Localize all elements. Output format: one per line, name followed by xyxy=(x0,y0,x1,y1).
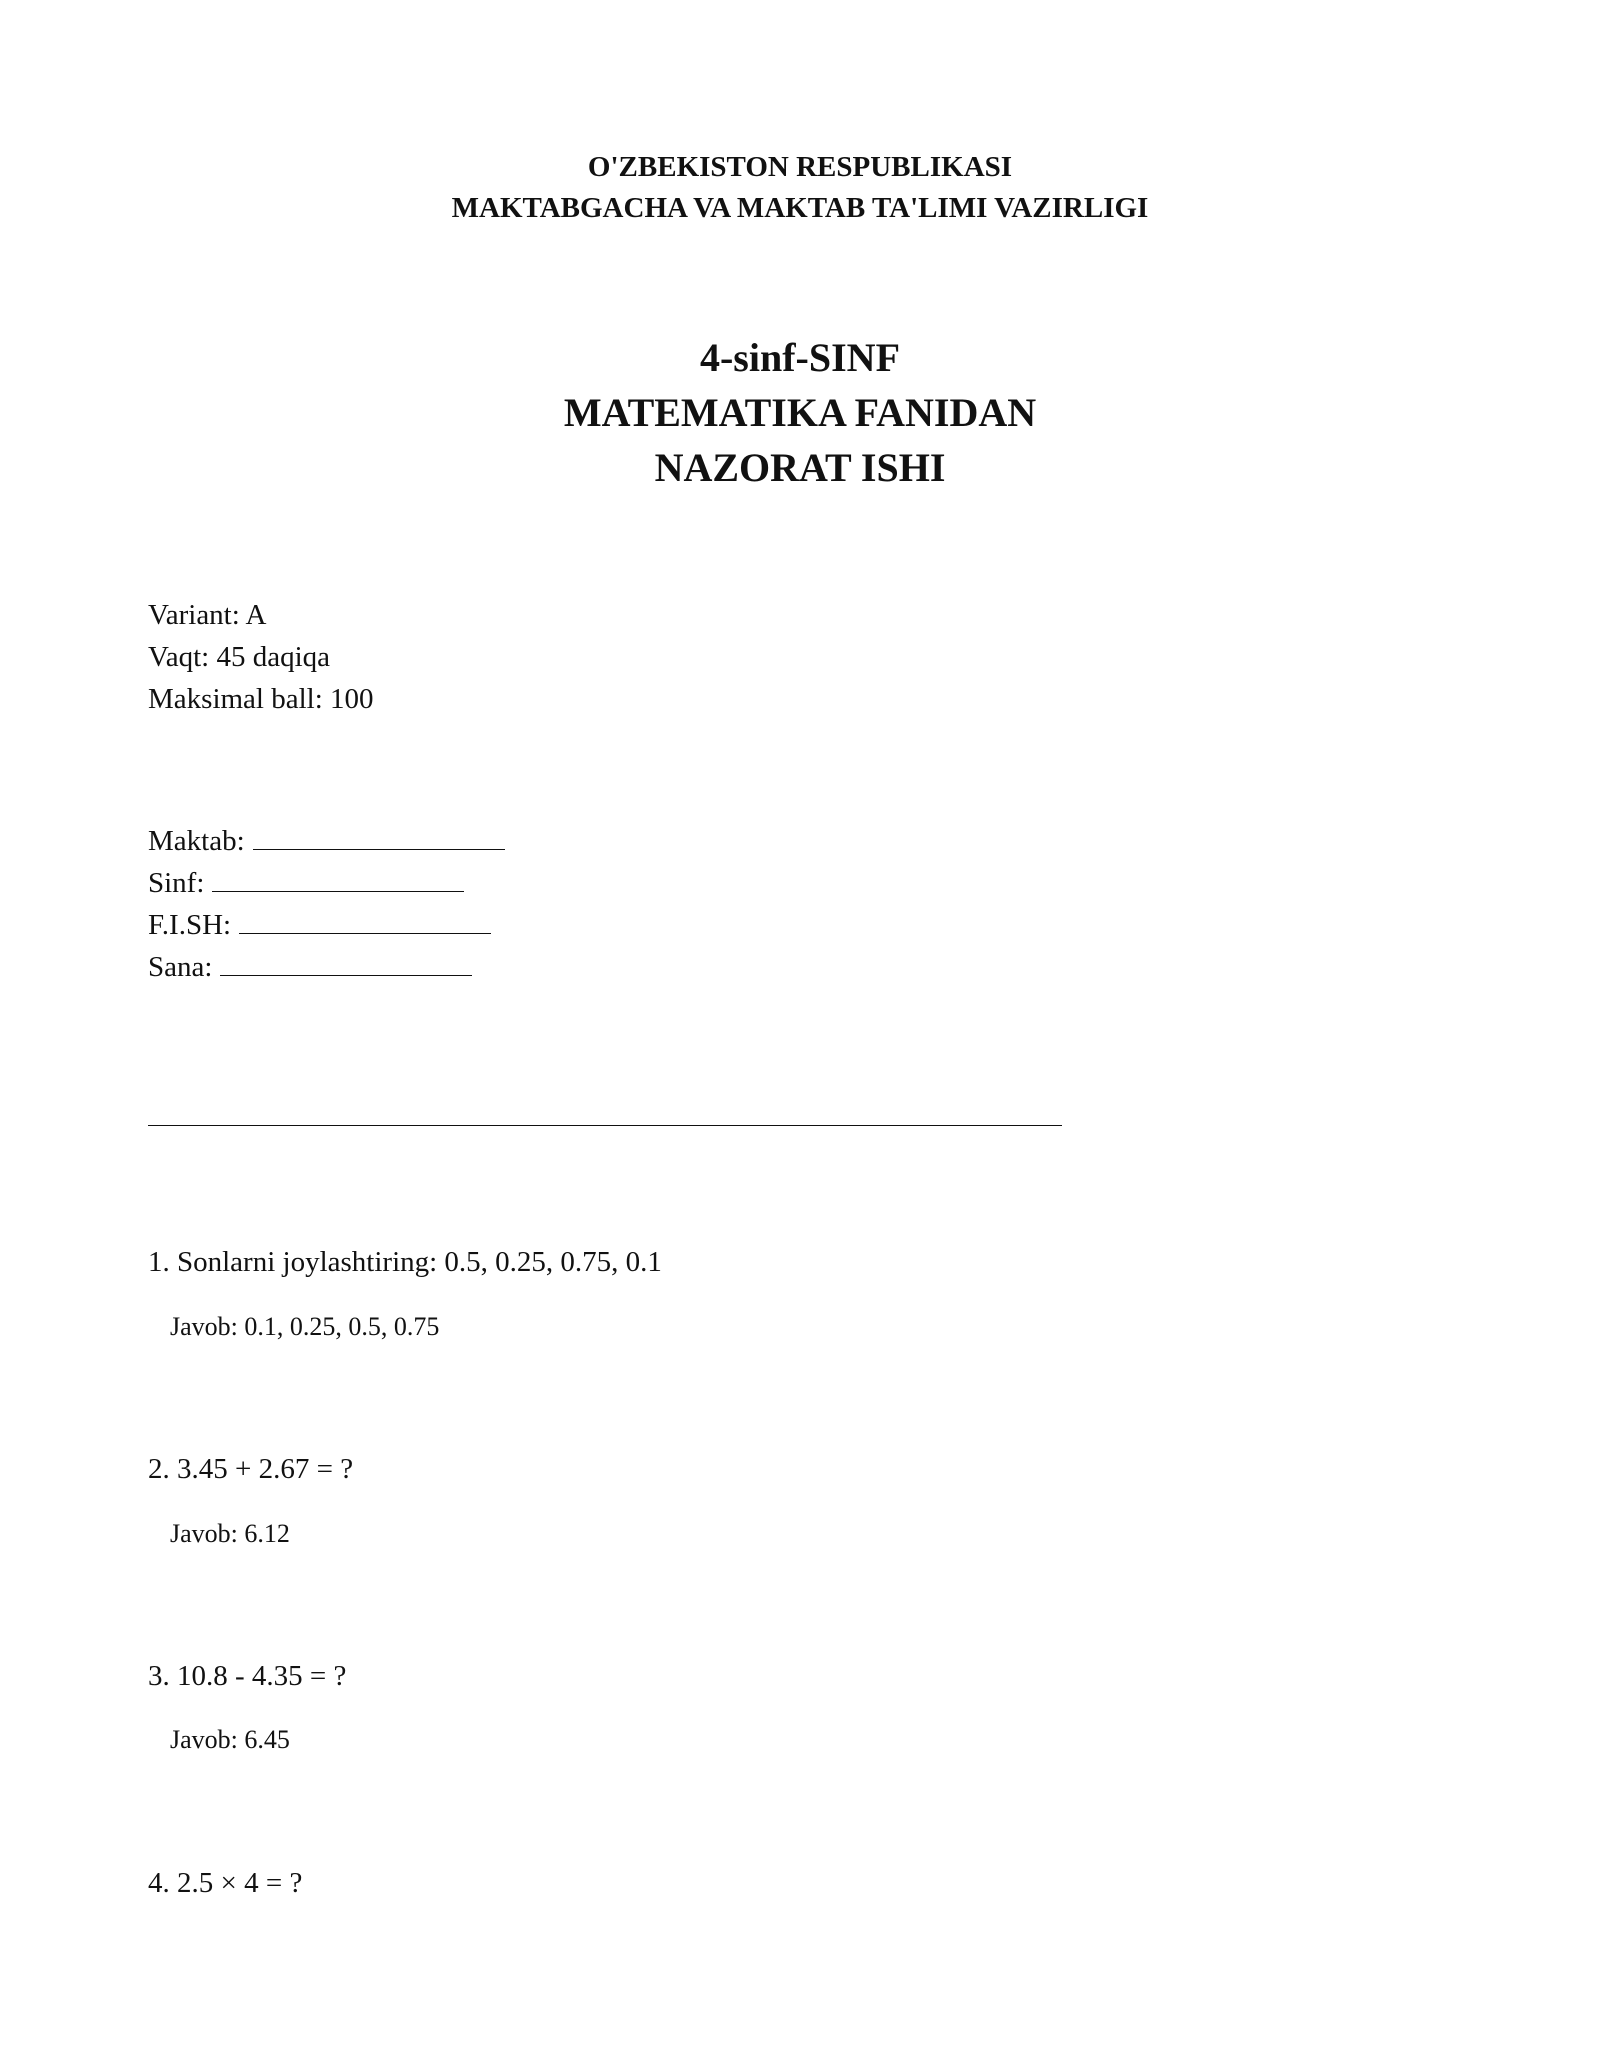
question-2: 2. 3.45 + 2.67 = ? xyxy=(148,1453,354,1485)
answer-2: Javob: 6.12 xyxy=(170,1519,290,1548)
date-blank[interactable] xyxy=(220,951,472,976)
header-line-2: MAKTABGACHA VA MAKTAB TA'LIMI VAZIRLIGI xyxy=(451,192,1149,224)
class-blank[interactable] xyxy=(212,867,464,892)
title-line-3: NAZORAT ISHI xyxy=(654,445,946,490)
date-field xyxy=(148,946,505,988)
school-label: Maktab: xyxy=(148,825,245,857)
question-3: 3. 10.8 - 4.35 = ? xyxy=(148,1660,347,1692)
student-fields xyxy=(148,820,505,988)
name-field xyxy=(148,904,505,946)
class-label: Sinf: xyxy=(148,867,205,899)
title-line-2: MATEMATIKA FANIDAN xyxy=(563,390,1037,435)
exam-info xyxy=(148,594,374,720)
time-text: Vaqt: 45 daqiqa xyxy=(148,641,331,673)
answer-1: Javob: 0.1, 0.25, 0.5, 0.75 xyxy=(170,1312,440,1341)
class-field xyxy=(148,862,505,904)
header-line-1: O'ZBEKISTON RESPUBLIKASI xyxy=(587,151,1013,183)
name-label: F.I.SH: xyxy=(148,909,232,941)
title-line-1: 4-sinf-SINF xyxy=(699,335,901,380)
date-label: Sana: xyxy=(148,951,213,983)
separator-line xyxy=(148,1125,1062,1126)
school-field xyxy=(148,820,505,862)
answer-3: Javob: 6.45 xyxy=(170,1725,290,1754)
variant-text: Variant: A xyxy=(148,599,267,631)
question-4: 4. 2.5 × 4 = ? xyxy=(148,1867,303,1899)
document-title xyxy=(0,330,1600,495)
ministry-header xyxy=(0,147,1600,229)
max-score-text: Maksimal ball: 100 xyxy=(148,683,374,715)
question-1: 1. Sonlarni joylashtiring: 0.5, 0.25, 0.75, 0.1 xyxy=(148,1246,662,1278)
school-blank[interactable] xyxy=(253,825,505,850)
name-blank[interactable] xyxy=(239,909,491,934)
